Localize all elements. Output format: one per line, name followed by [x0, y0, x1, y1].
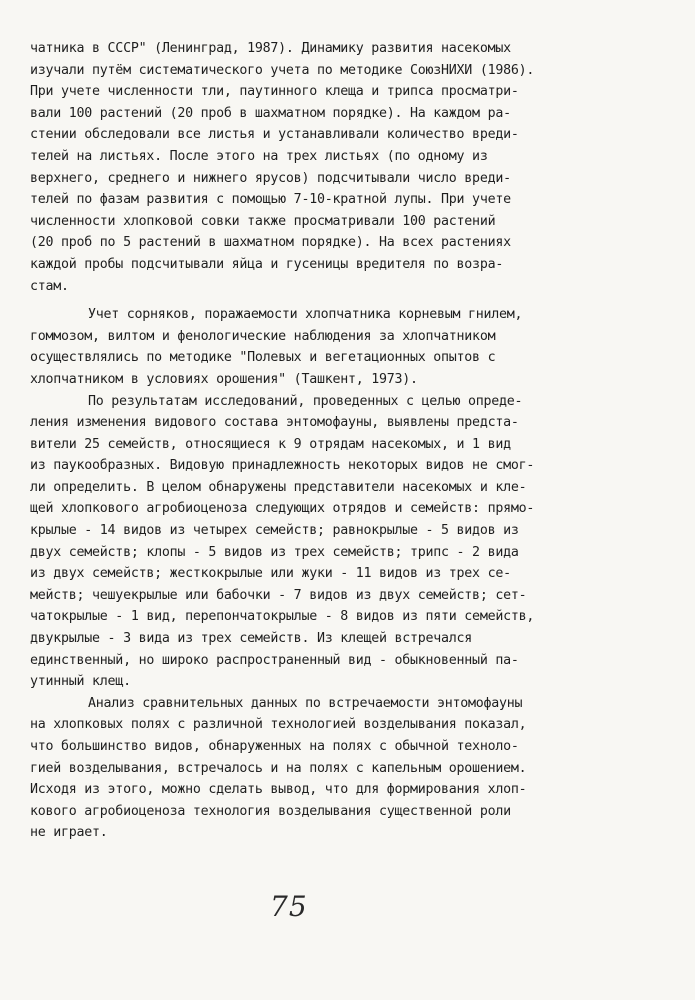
text-line: верхнего, среднего и нижнего ярусов) подсчитывали число вреди-	[30, 170, 511, 186]
text-line: что большинство видов, обнаруженных на полях с обычной техноло-	[30, 739, 519, 754]
text-line: мейств; чешуекрылые или бабочки - 7 видов из двух семейств; сет-	[30, 587, 527, 603]
text-line: телей на листьях. После этого на трех листьях (по одному из	[30, 148, 488, 164]
text-line: щей хлопкового агробиоценоза следующих отрядов и семейств: прямо-	[30, 501, 535, 517]
text-line: При учете численности тли, паутинного клеща и трипса просматри-	[30, 84, 519, 100]
text-line: из двух семейств; жесткокрылые или жуки - 11 видов из трех се-	[30, 566, 511, 582]
text-line: изучали путём систематического учета по методике СоюзНИХИ (1986).	[30, 62, 535, 78]
text-line: чатокрылые - 1 вид, перепончатокрылые - 8 видов из пяти семейств,	[30, 609, 535, 625]
paragraph-4	[30, 693, 670, 844]
text-line: Учет сорняков, поражаемости хлопчатника корневым гнилем,	[88, 307, 523, 323]
text-line: По результатам исследований, проведенных с целью опреде-	[88, 393, 523, 409]
text-line: каждой пробы подсчитывали яйца и гусеницы вредителя по возра-	[30, 256, 504, 272]
text-line: хлопчатником в условиях орошения" (Ташкент, 1973).	[30, 371, 418, 387]
text-line: двух семейств; клопы - 5 видов из трех семейств; трипс - 2 вида	[30, 544, 519, 560]
text-line: двукрылые - 3 вида из трех семейств. Из клещей встречался	[30, 631, 473, 647]
text-line: стам.	[30, 278, 69, 294]
text-line: стении обследовали все листья и устанавливали количество вреди-	[30, 127, 519, 143]
text-line: (20 проб по 5 растений в шахматном порядке). На всех растениях	[30, 235, 511, 251]
text-line: единственный, но широко распространенный вид - обыкновенный па-	[30, 652, 519, 668]
text-line: Исходя из этого, можно сделать вывод, что для формирования хлоп-	[30, 782, 527, 798]
text-line: гоммозом, вилтом и фенологические наблюдения за хлопчатником	[30, 328, 496, 344]
text-line: из паукообразных. Видовую принадлежность некоторых видов не смог-	[30, 458, 535, 474]
text-line: телей по фазам развития с помощью 7-10-кратной лупы. При учете	[30, 192, 511, 208]
text-line: численности хлопковой совки также просматривали 100 растений	[30, 213, 496, 229]
text-line: вали 100 растений (20 проб в шахматном порядке). На каждом ра-	[30, 105, 511, 121]
text-line: кового агробиоценоза технология возделывания существенной роли	[30, 803, 511, 819]
text-line: ли определить. В целом обнаружены представители насекомых и кле-	[30, 479, 527, 495]
paragraph-3	[30, 391, 670, 693]
text-line: ления изменения видового состава энтомофауны, выявлены предста-	[30, 415, 519, 431]
text-line: крылые - 14 видов из четырех семейств; равнокрылые - 5 видов из	[30, 523, 519, 539]
text-line: гией возделывания, встречалось и на полях с капельным орошением.	[30, 760, 527, 776]
page-number: 75	[270, 890, 308, 923]
text-line: на хлопковых полях с различной технологией возделывания показал,	[30, 717, 527, 733]
text-line: Анализ сравнительных данных по встречаемости энтомофауны	[88, 695, 523, 711]
text-line: не играет.	[30, 825, 108, 841]
text-line: осуществлялись по методике "Полевых и вегетационных опытов с	[30, 350, 496, 366]
text-line: вители 25 семейств, относящиеся к 9 отрядам насекомых, и 1 вид	[30, 436, 511, 452]
text-line: утинный клещ.	[30, 674, 131, 690]
paragraph-1	[30, 38, 670, 297]
paragraph-2	[30, 304, 670, 390]
text-line: чатника в СССР" (Ленинград, 1987). Динамику развития насекомых	[30, 41, 511, 56]
body-text	[30, 38, 670, 844]
